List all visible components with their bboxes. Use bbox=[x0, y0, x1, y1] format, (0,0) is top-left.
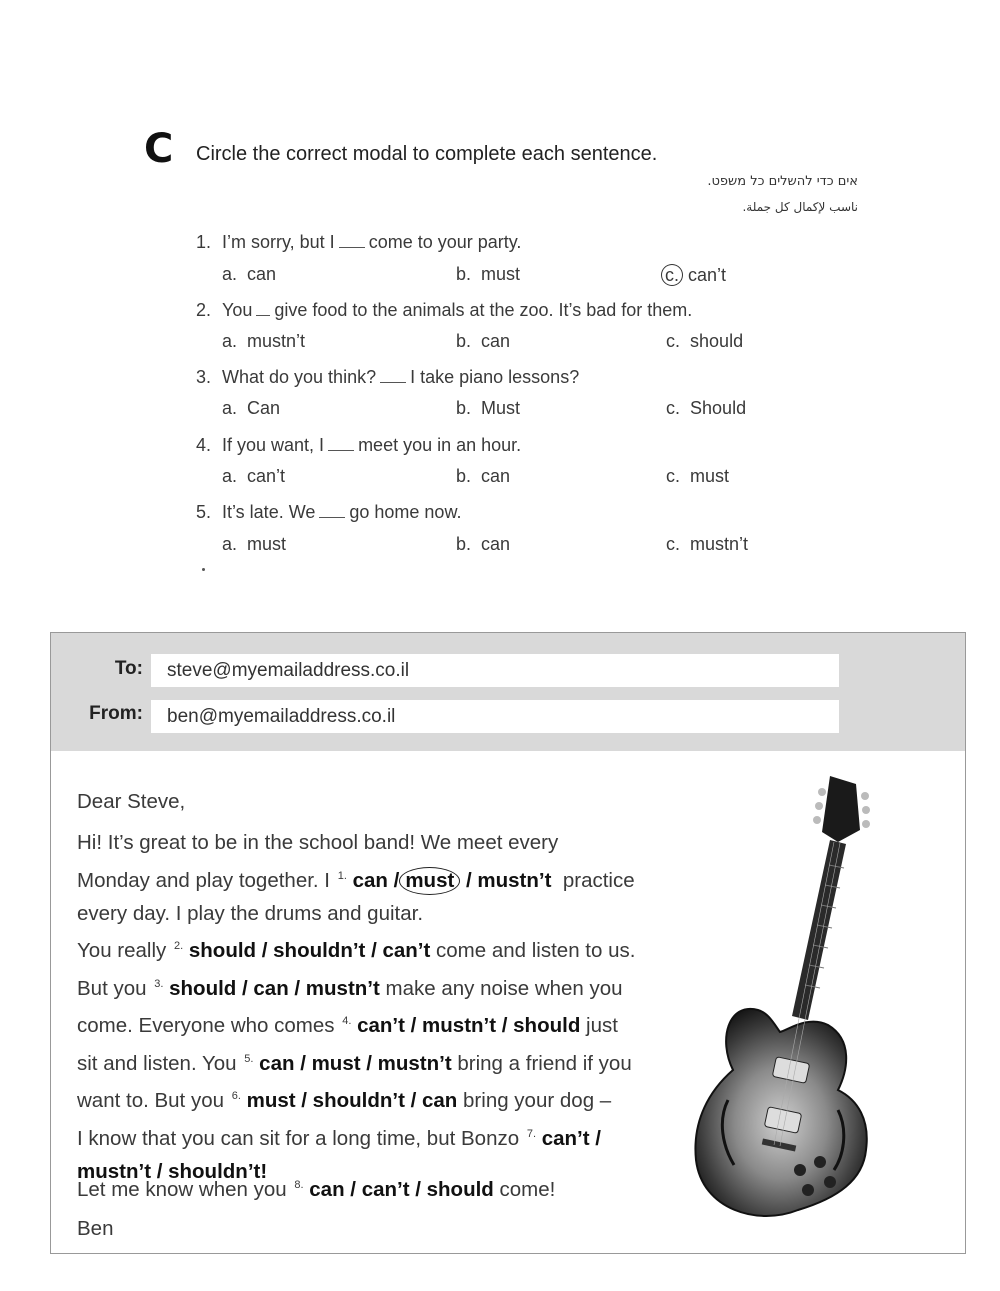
exercise-letter: C bbox=[144, 126, 174, 172]
to-field[interactable]: steve@myemailaddress.co.il bbox=[151, 654, 839, 687]
question-5: 5. It’s late. We go home now. bbox=[196, 502, 462, 522]
instruction-hebrew: אים כדי להשלים כל משפט. bbox=[707, 174, 858, 189]
q1-option-b[interactable]: b. must bbox=[456, 264, 521, 284]
answer-circle: c. bbox=[661, 264, 683, 286]
q3-option-b[interactable]: b. Must bbox=[456, 398, 521, 418]
email-paragraph-3: Let me know when you $^{8.}$ can / can’t / should come! bbox=[77, 1178, 556, 1201]
email-paragraph-1: Hi! It’s great to be in the school band! We meet every Monday and play together. I $^{1.}$ can / must / mustn’t practice every day. I play the drums and guitar. bbox=[77, 831, 635, 925]
q5-option-a[interactable]: a. must bbox=[222, 534, 287, 554]
guitar-image bbox=[688, 770, 900, 1230]
option-1-circled[interactable]: must bbox=[399, 867, 460, 895]
from-label: From: bbox=[89, 703, 143, 724]
guitar-headstock bbox=[813, 776, 870, 842]
q5-option-c[interactable]: c. mustn’t bbox=[666, 534, 749, 554]
q4-option-a[interactable]: a. can’t bbox=[222, 466, 286, 486]
q2-option-c[interactable]: c. should bbox=[666, 331, 744, 351]
q4-option-b[interactable]: b. can bbox=[456, 466, 511, 486]
email-paragraph-2: You really $^{2.}$ should / shouldn’t / can’t come and listen to us. But you $^{3.}$ should / can / mustn’t make any noise when you come. Everyone who comes $^{4.}$ can’t / mustn’t / should just sit and listen. You $^{5.}$ can / must / mustn’t bring a friend if you want to. But you $^{6.}$ must / shouldn’t / can bring your dog – I know that you can sit for a long time, but Bonzo $^{7.}$ can’t / mustn’t / shouldn’t! bbox=[77, 939, 636, 1183]
blank bbox=[328, 440, 354, 451]
blank bbox=[319, 507, 345, 518]
option-5[interactable]: can / must / mustn’t bbox=[259, 1051, 452, 1075]
blank bbox=[339, 237, 365, 248]
option-1a[interactable]: can / bbox=[352, 868, 400, 892]
q4-option-c[interactable]: c. must bbox=[666, 466, 730, 486]
q2-option-b[interactable]: b. can bbox=[456, 331, 511, 351]
knob bbox=[802, 1184, 814, 1196]
option-4[interactable]: can’t / mustn’t / should bbox=[357, 1014, 581, 1037]
instruction-arabic: ناسب لإكمال كل جملة. bbox=[742, 200, 858, 214]
option-2[interactable]: should / shouldn’t / can’t bbox=[188, 939, 431, 962]
stray-dot bbox=[202, 568, 205, 571]
email-signoff: Ben bbox=[77, 1217, 114, 1240]
blank bbox=[256, 305, 270, 316]
email-greeting: Dear Steve, bbox=[77, 790, 186, 813]
q3-option-c[interactable]: c. Should bbox=[666, 398, 747, 418]
question-number: 1. bbox=[196, 232, 212, 252]
q1-option-a[interactable]: a. can bbox=[222, 264, 277, 284]
option-1c[interactable]: / mustn’t bbox=[466, 868, 552, 892]
q3-option-a[interactable]: a. Can bbox=[222, 398, 281, 418]
question-1: 1. I’m sorry, but I come to your party. bbox=[196, 232, 522, 252]
q1-option-c-circled[interactable]: c. can’t bbox=[666, 264, 726, 286]
option-8[interactable]: can / can’t / should bbox=[309, 1178, 494, 1201]
question-3: 3. What do you think? I take piano lessons? bbox=[196, 367, 580, 387]
email-header bbox=[51, 633, 965, 751]
blank bbox=[380, 372, 406, 383]
q5-option-b[interactable]: b. can bbox=[456, 534, 511, 554]
question-2: 2. You give food to the animals at the zoo. It’s bad for them. bbox=[196, 300, 693, 320]
from-field[interactable]: ben@myemailaddress.co.il bbox=[151, 700, 839, 733]
option-7a[interactable]: can’t / bbox=[541, 1126, 601, 1150]
question-4: 4. If you want, I meet you in an hour. bbox=[196, 435, 522, 455]
q2-option-a[interactable]: a. mustn’t bbox=[222, 331, 306, 351]
option-7b[interactable]: mustn’t / shouldn’t bbox=[77, 1160, 261, 1183]
knob bbox=[794, 1164, 806, 1176]
exercise-instruction: Circle the correct modal to complete each sentence. bbox=[196, 143, 658, 165]
option-3[interactable]: should / can / mustn’t bbox=[169, 976, 380, 1000]
knob bbox=[814, 1156, 826, 1168]
option-6[interactable]: must / shouldn’t / can bbox=[246, 1089, 458, 1112]
to-label: To: bbox=[114, 658, 143, 679]
knob bbox=[824, 1176, 836, 1188]
